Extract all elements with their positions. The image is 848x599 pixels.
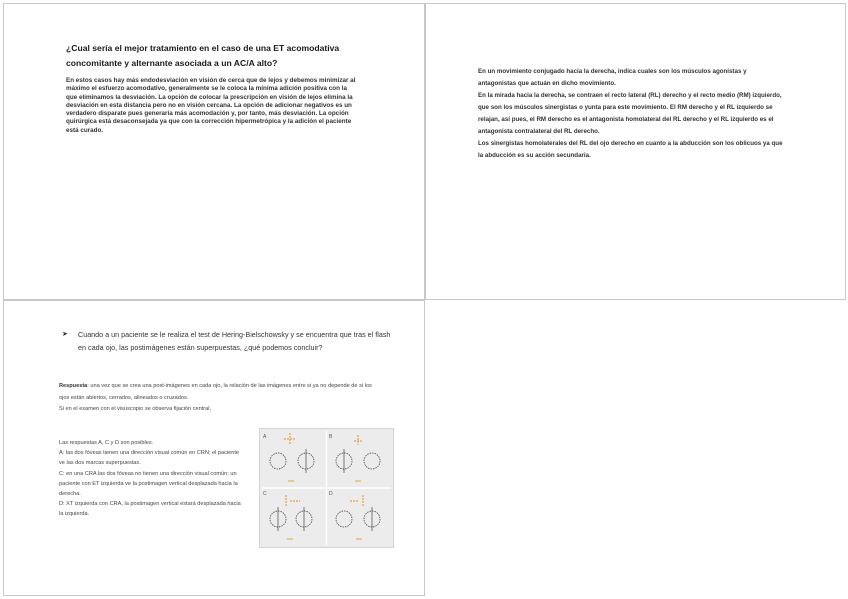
figure-label-c: C [263,491,267,497]
answer-line-2: Si en el examen con el visuscopio se observa fijación central, [59,406,212,412]
figure-label-b: B [329,434,333,440]
answer-text: : una vez que se crea una post-imágenes en cada ojo, la relación de las imágenes entre si ya no depende de si los ojos están abiertos, cerrados, alineados o cruzados. [59,383,372,401]
answer-options [59,438,244,520]
slide-3-answer [59,381,379,416]
arrow-bullet-icon: ➤ [62,331,68,338]
option-d: D: XT izquierda con CRA, la postimagen vertical estará desplazada hacia la izquierda. [59,501,241,518]
option-a: A: las dos fóveas tienen una dirección visual común en CRN; el paciente ve las dos marcas superpuestas. [59,450,240,467]
afterimage-figure [259,428,394,548]
figure-label-d: D [329,491,333,497]
answer-label: Respuesta [59,383,88,389]
quadrant-d-eyes [336,495,380,539]
figure-label-a: A [263,434,267,440]
slide-2 [425,3,846,300]
slide-1-body: En estos casos hay más endodesviación en visión de cerca que de lejos y debemos minimizar al máximo el esfuerzo acomodativo, generalmente se le coloca la mínima adición positiva con la que eliminamos la desviación. La opción de colocar la prescripción en visión de lejos elimina la desviación en esta distancia pero no en visión cercana. La opción de adicionar negativos es un verdadero disparate pues generaría más acomodación y, por tanto, más desviación. La opción quirúrgica está desaconsejada ya que con la corrección hipermetrópica y la adición el paciente está curado. [66,77,356,134]
slide-2-answer: En la mirada hacia la derecha, se contraen el recto lateral (RL) derecho y el recto medio (RM) izquierdo, que son los músculos sinergistas o yunta para este movimiento. El RM derecho y el RL izquierdo se relajan, así pues, el RM derecho es el antagonista homolateral del RL derecho y el RL izquierdo es el antagonista contralateral del RL derecho. [478,92,782,135]
quadrant-c-eyes [270,495,312,539]
question-text: Cuando a un paciente se le realiza el test de Hering-Bielschowsky y se encuentra que tras el flash en cada ojo, las postimágenes están superpuestas, ¿qué podemos concluir? [78,330,391,352]
quadrant-a-eyes [270,433,314,481]
slide-1-title: ¿Cual sería el mejor tratamiento en el caso de una ET acomodativa concomitante y alternante asociada a un AC/A alto? [66,43,340,68]
slide-2-body [478,66,783,162]
quadrant-b-eyes [336,435,380,481]
option-c: C: en una CRA las dos fóveas no tienen una dirección visual común; un paciente con ET izquierda ve la postimagen vertical desplazada hacia la derecha. [59,470,238,498]
slide-3-question [62,329,392,354]
slide-3 [3,300,425,596]
slide-2-note: Los sinergistas homolaterales del RL del ojo derecho en cuanto a la abducción son los oblicuos ya que la abducción es su acción secundaria. [478,140,783,159]
slide-1 [3,3,425,300]
slide-2-question: En un movimiento conjugado hacia la derecha, indica cuales son los músculos agonistas y antagonistas que actuán en dicho movimiento. [478,68,747,87]
answer-line-3: Las respuestas A, C y D son posibles. [59,440,154,446]
